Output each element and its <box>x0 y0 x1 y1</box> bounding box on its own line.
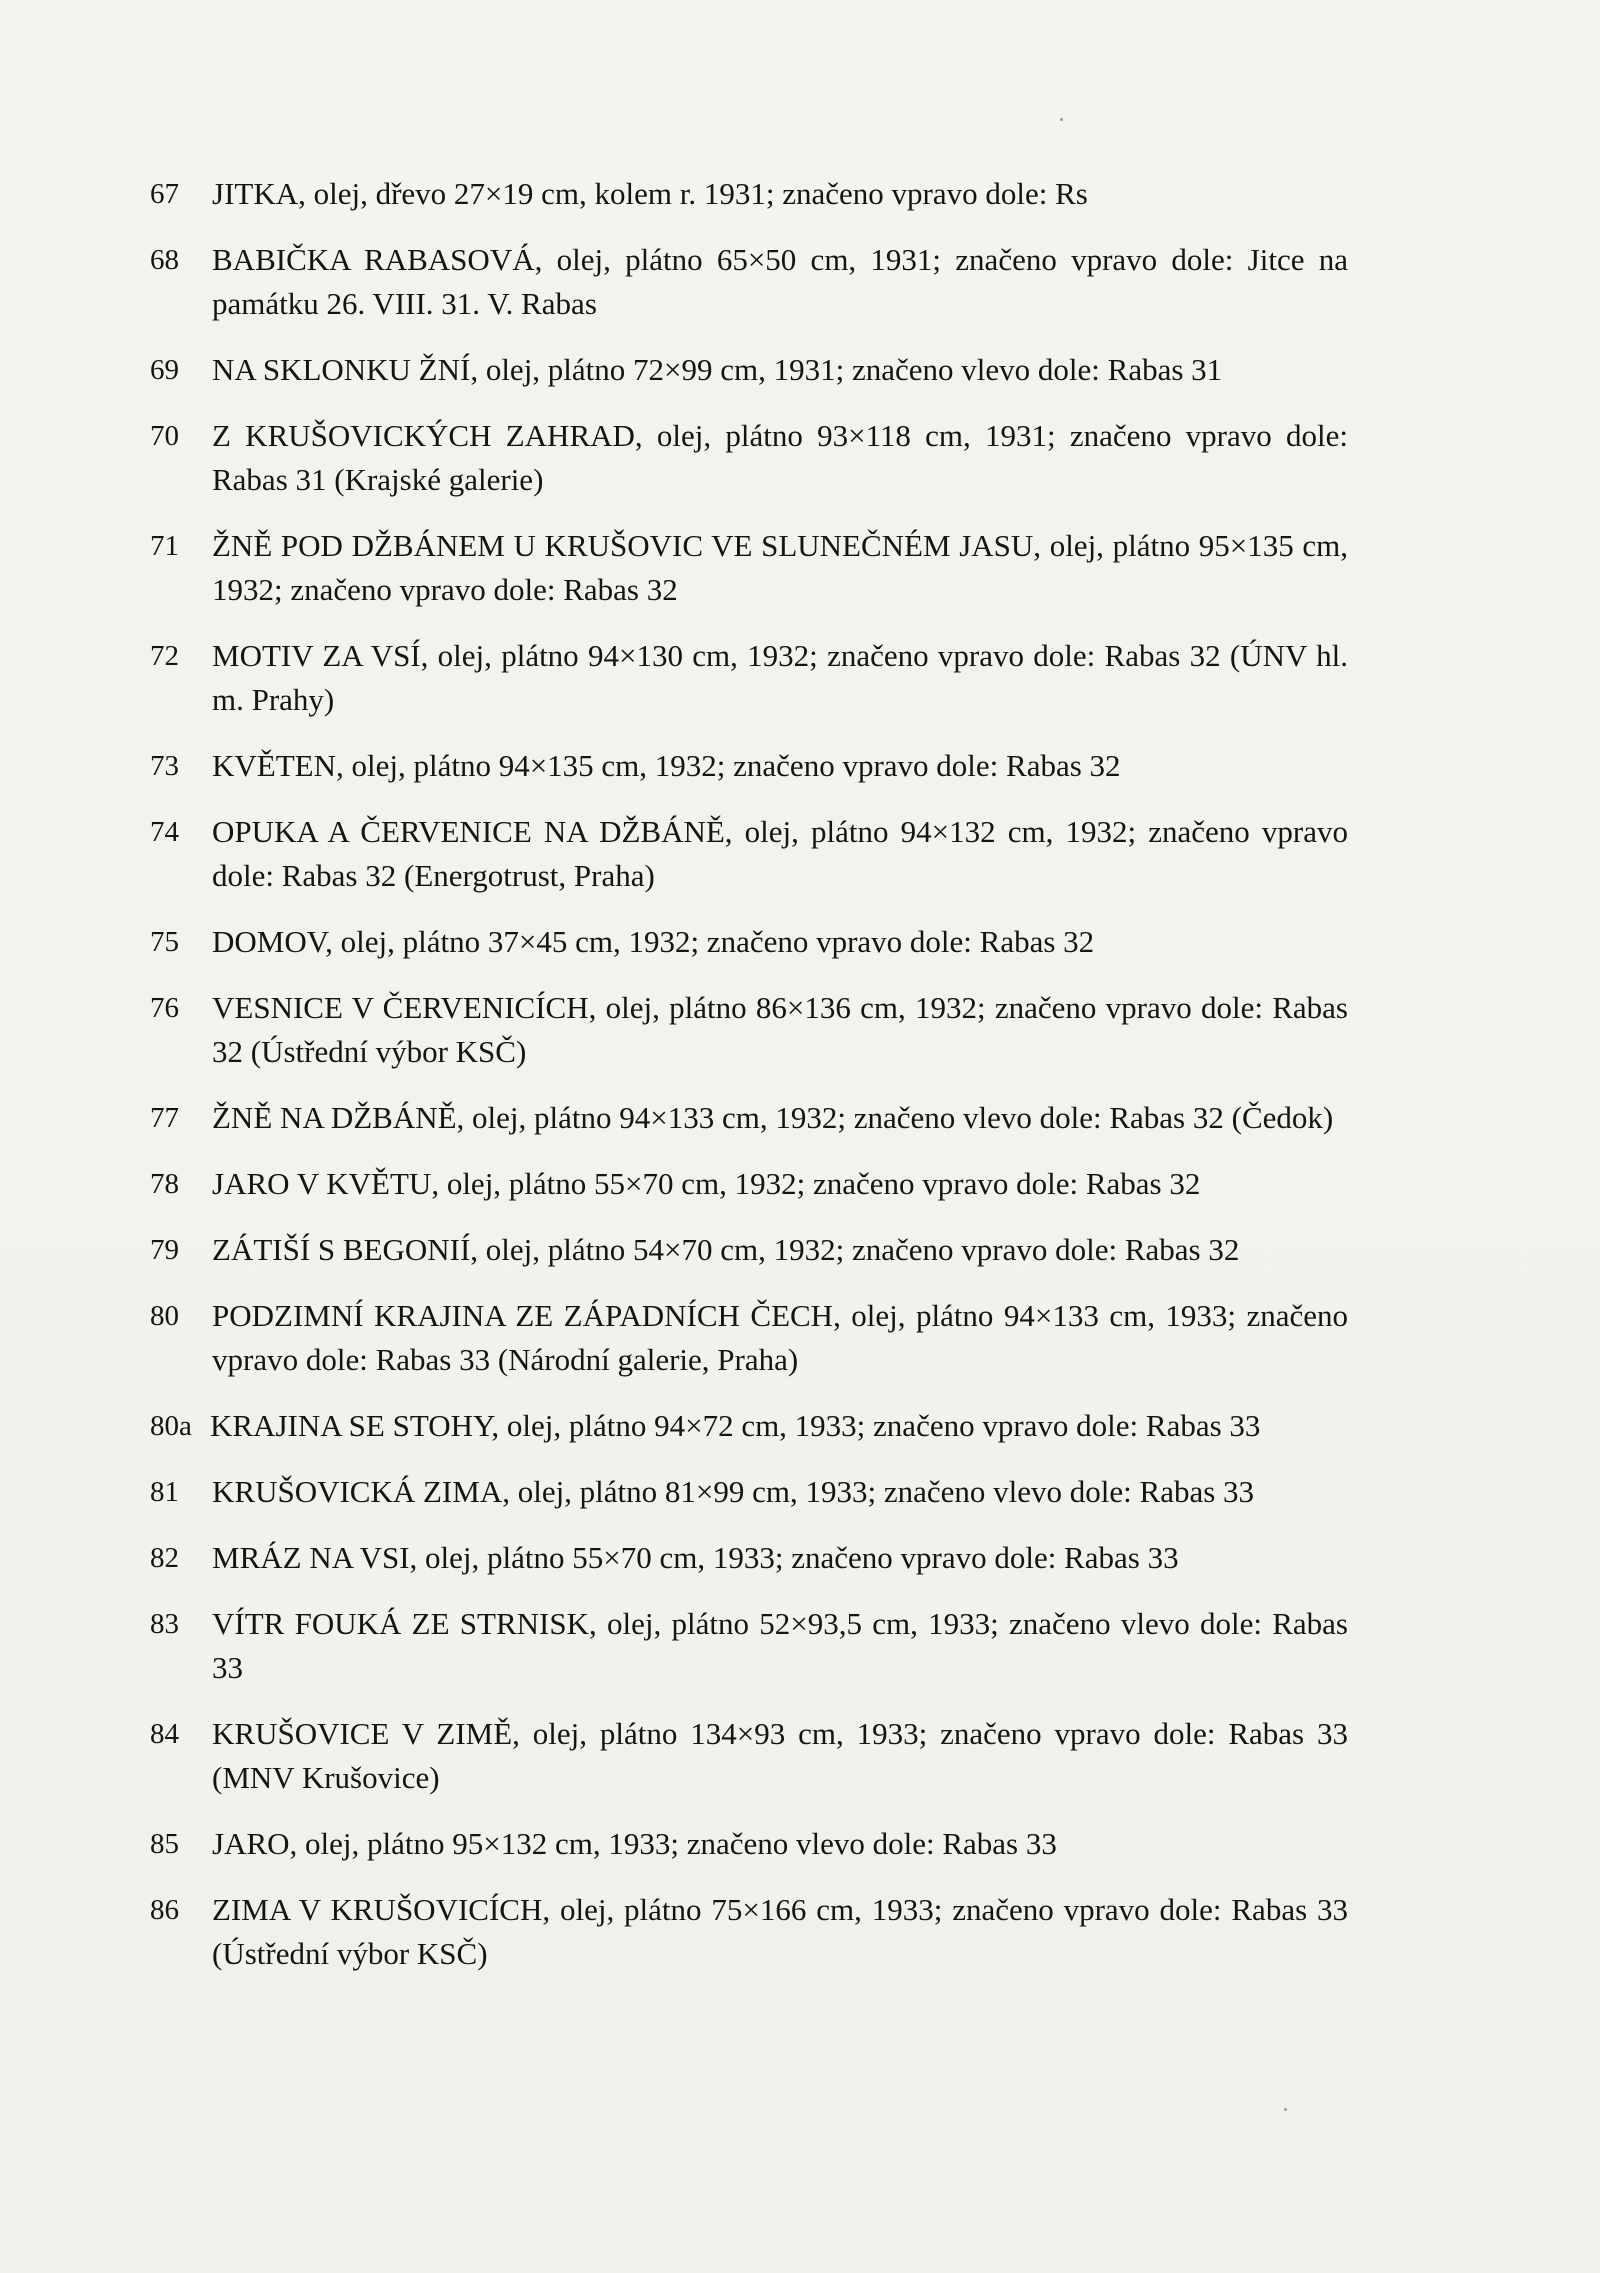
entry-text: OPUKA A ČERVENICE NA DŽBÁNĚ, olej, plátno 94×132 cm, 1932; značeno vpravo dole: Rabas 32 (Energotrust, Praha) <box>212 814 1348 893</box>
catalog-entry <box>0 744 1600 788</box>
entry-number: 73 <box>150 750 179 782</box>
catalog-entry <box>0 920 1600 964</box>
entry-text: JITKA, olej, dřevo 27×19 cm, kolem r. 1931; značeno vpravo dole: Rs <box>212 176 1088 211</box>
catalog-list <box>0 172 1600 1998</box>
catalog-entry <box>0 986 1600 1074</box>
entry-text: NA SKLONKU ŽNÍ, olej, plátno 72×99 cm, 1931; značeno vlevo dole: Rabas 31 <box>212 352 1223 387</box>
entry-number: 83 <box>150 1608 179 1640</box>
entry-number: 74 <box>150 816 179 848</box>
catalog-entry <box>0 172 1600 216</box>
catalog-entry <box>0 524 1600 612</box>
entry-text: ŽNĚ POD DŽBÁNEM U KRUŠOVIC VE SLUNEČNÉM JASU, olej, plátno 95×135 cm, 1932; značeno vpravo dole: Rabas 32 <box>212 528 1348 607</box>
entry-number: 85 <box>150 1828 179 1860</box>
catalog-entry <box>0 1294 1600 1382</box>
entry-number: 69 <box>150 354 179 386</box>
entry-number: 80a <box>150 1410 192 1442</box>
catalog-entry <box>0 1822 1600 1866</box>
catalog-entry <box>0 348 1600 392</box>
catalog-entry <box>0 414 1600 502</box>
entry-text: KRUŠOVICE V ZIMĚ, olej, plátno 134×93 cm, 1933; značeno vpravo dole: Rabas 33 (MNV Krušovice) <box>212 1716 1348 1795</box>
catalog-entry <box>0 1712 1600 1800</box>
entry-text: VÍTR FOUKÁ ZE STRNISK, olej, plátno 52×93,5 cm, 1933; značeno vlevo dole: Rabas 33 <box>212 1606 1348 1685</box>
entry-text: ŽNĚ NA DŽBÁNĚ, olej, plátno 94×133 cm, 1932; značeno vlevo dole: Rabas 32 (Čedok) <box>212 1100 1334 1135</box>
paper-speck <box>1284 2108 1287 2111</box>
catalog-entry <box>0 1228 1600 1272</box>
catalog-entry <box>0 634 1600 722</box>
catalog-entry <box>0 1404 1600 1448</box>
entry-number: 80 <box>150 1300 179 1332</box>
entry-text: KRUŠOVICKÁ ZIMA, olej, plátno 81×99 cm, 1933; značeno vlevo dole: Rabas 33 <box>212 1474 1255 1509</box>
entry-text: VESNICE V ČERVENICÍCH, olej, plátno 86×136 cm, 1932; značeno vpravo dole: Rabas 32 (Ústřední výbor KSČ) <box>212 990 1348 1069</box>
entry-text: MOTIV ZA VSÍ, olej, plátno 94×130 cm, 1932; značeno vpravo dole: Rabas 32 (ÚNV hl. m. Prahy) <box>212 638 1348 717</box>
catalog-entry <box>0 1536 1600 1580</box>
entry-number: 72 <box>150 640 179 672</box>
entry-number: 79 <box>150 1234 179 1266</box>
catalog-entry <box>0 1470 1600 1514</box>
entry-number: 70 <box>150 420 179 452</box>
entry-number: 71 <box>150 530 179 562</box>
entry-text: KRAJINA SE STOHY, olej, plátno 94×72 cm, 1933; značeno vpravo dole: Rabas 33 <box>210 1408 1261 1443</box>
entry-text: DOMOV, olej, plátno 37×45 cm, 1932; značeno vpravo dole: Rabas 32 <box>212 924 1095 959</box>
catalog-entry <box>0 1096 1600 1140</box>
entry-number: 68 <box>150 244 179 276</box>
entry-number: 76 <box>150 992 179 1024</box>
entry-text: PODZIMNÍ KRAJINA ZE ZÁPADNÍCH ČECH, olej, plátno 94×133 cm, 1933; značeno vpravo dole: Rabas 33 (Národní galerie, Praha) <box>212 1298 1348 1377</box>
entry-text: KVĚTEN, olej, plátno 94×135 cm, 1932; značeno vpravo dole: Rabas 32 <box>212 748 1121 783</box>
entry-number: 77 <box>150 1102 179 1134</box>
entry-text: Z KRUŠOVICKÝCH ZAHRAD, olej, plátno 93×118 cm, 1931; značeno vpravo dole: Rabas 31 (Krajské galerie) <box>212 418 1348 497</box>
entry-text: BABIČKA RABASOVÁ, olej, plátno 65×50 cm, 1931; značeno vpravo dole: Jitce na památku 26. VIII. 31. V. Rabas <box>212 242 1348 321</box>
paper-speck <box>1060 118 1063 121</box>
entry-number: 75 <box>150 926 179 958</box>
catalog-entry <box>0 810 1600 898</box>
entry-text: MRÁZ NA VSI, olej, plátno 55×70 cm, 1933; značeno vpravo dole: Rabas 33 <box>212 1540 1179 1575</box>
catalog-entry <box>0 1602 1600 1690</box>
entry-number: 67 <box>150 178 179 210</box>
entry-text: ZÁTIŠÍ S BEGONIÍ, olej, plátno 54×70 cm, 1932; značeno vpravo dole: Rabas 32 <box>212 1232 1240 1267</box>
entry-number: 84 <box>150 1718 179 1750</box>
catalog-entry <box>0 1162 1600 1206</box>
entry-number: 82 <box>150 1542 179 1574</box>
catalog-entry <box>0 1888 1600 1976</box>
entry-number: 78 <box>150 1168 179 1200</box>
entry-number: 86 <box>150 1894 179 1926</box>
entry-text: JARO, olej, plátno 95×132 cm, 1933; značeno vlevo dole: Rabas 33 <box>212 1826 1057 1861</box>
entry-number: 81 <box>150 1476 179 1508</box>
catalog-entry <box>0 238 1600 326</box>
entry-text: ZIMA V KRUŠOVICÍCH, olej, plátno 75×166 cm, 1933; značeno vpravo dole: Rabas 33 (Ústřední výbor KSČ) <box>212 1892 1348 1971</box>
entry-text: JARO V KVĚTU, olej, plátno 55×70 cm, 1932; značeno vpravo dole: Rabas 32 <box>212 1166 1201 1201</box>
